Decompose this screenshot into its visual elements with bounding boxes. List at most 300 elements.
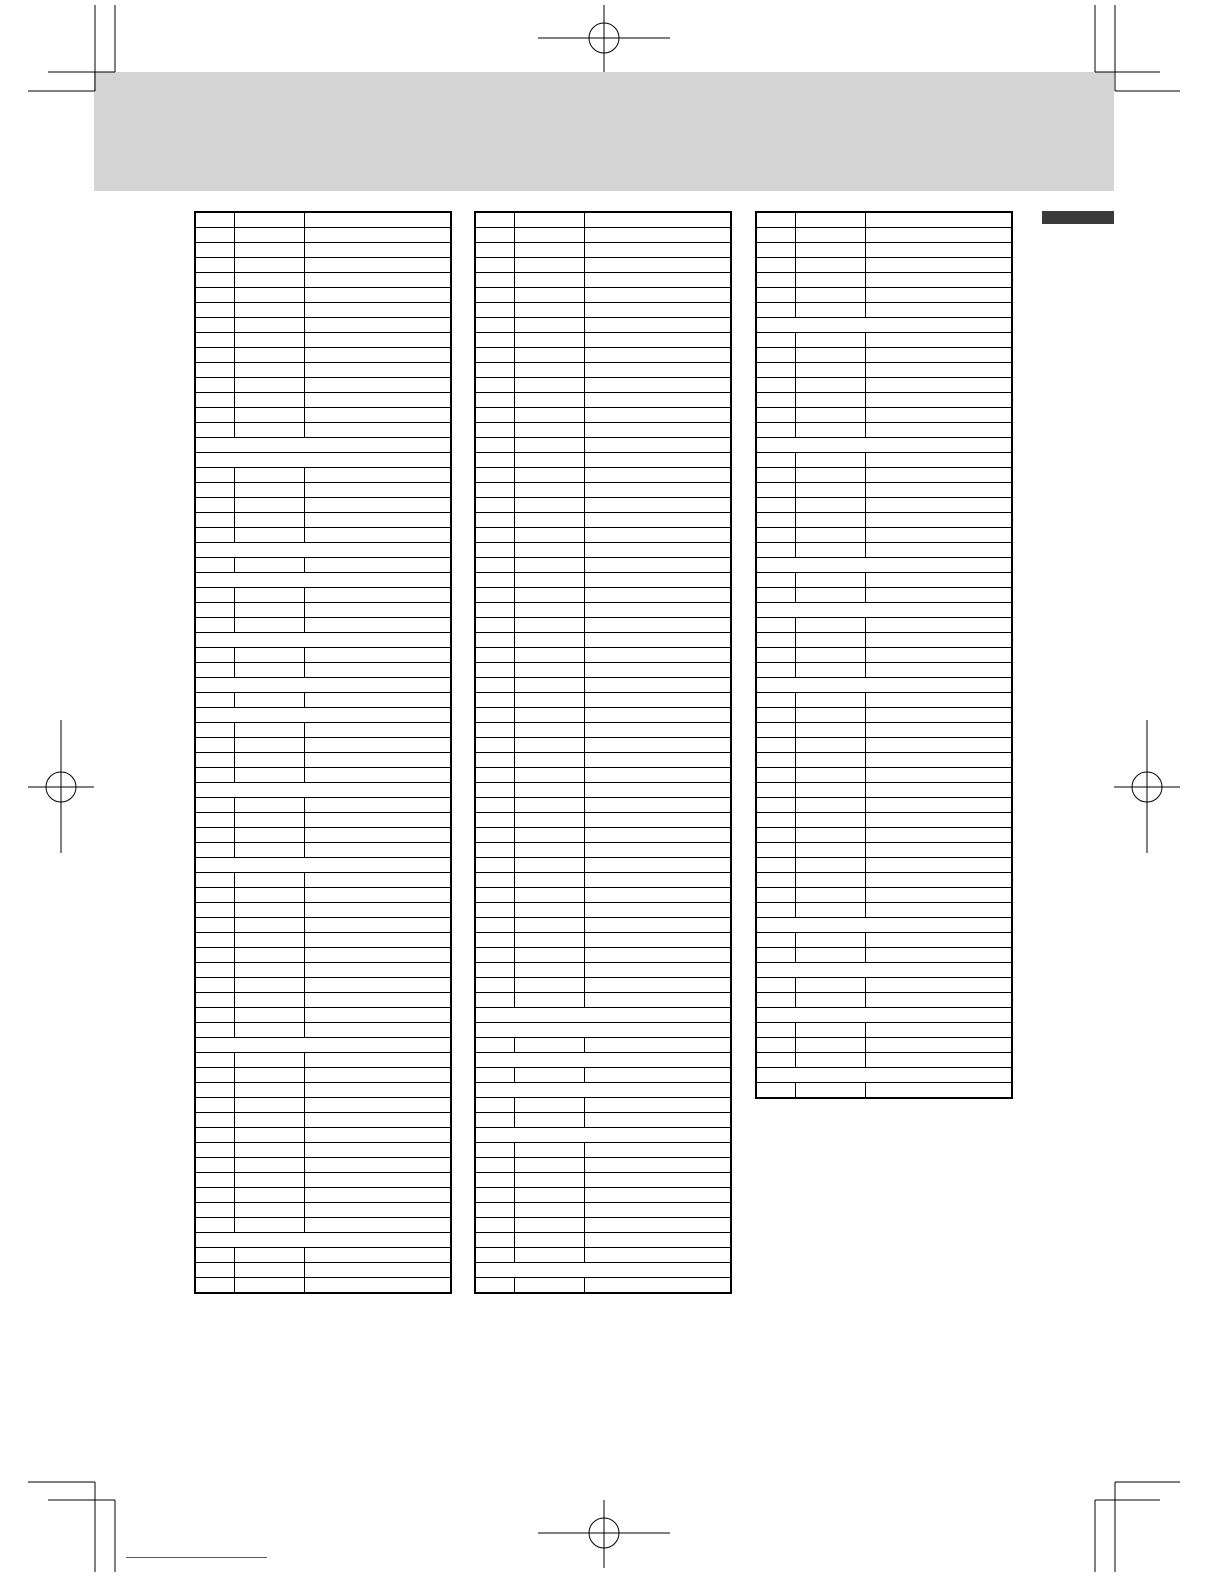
table-cell xyxy=(195,258,235,273)
table-row xyxy=(475,783,731,798)
table-cell xyxy=(305,483,452,498)
table-column-1 xyxy=(194,211,452,1294)
table-cell xyxy=(585,318,732,333)
table-cell xyxy=(475,1068,515,1083)
table-cell xyxy=(756,993,796,1008)
table-cell xyxy=(515,303,585,318)
table-cell xyxy=(235,438,305,453)
table-row xyxy=(475,228,731,243)
table-cell xyxy=(235,1128,305,1143)
table-cell xyxy=(866,212,1013,228)
table-cell xyxy=(475,618,515,633)
table-row xyxy=(756,483,1012,498)
table-cell xyxy=(866,633,1013,648)
table-cell xyxy=(515,1098,585,1113)
table-cell xyxy=(195,483,235,498)
table-cell xyxy=(756,738,796,753)
table-cell xyxy=(796,918,866,933)
table-row xyxy=(756,363,1012,378)
table-cell xyxy=(195,303,235,318)
table-cell xyxy=(475,708,515,723)
table-cell xyxy=(235,678,305,693)
table-cell xyxy=(515,423,585,438)
table-row xyxy=(195,753,451,768)
table-cell xyxy=(515,543,585,558)
table-row xyxy=(195,363,451,378)
table-cell xyxy=(195,333,235,348)
table-cell xyxy=(305,1008,452,1023)
table-cell xyxy=(585,1233,732,1248)
table-cell xyxy=(756,828,796,843)
table-cell xyxy=(515,1023,585,1038)
table-cell xyxy=(585,948,732,963)
table-cell xyxy=(585,798,732,813)
table-cell xyxy=(796,318,866,333)
table-column-3 xyxy=(755,211,1013,1099)
table-cell xyxy=(756,558,796,573)
table-cell xyxy=(305,1218,452,1233)
table-row xyxy=(195,258,451,273)
table-row xyxy=(756,903,1012,918)
table-row xyxy=(475,333,731,348)
table-row xyxy=(195,1053,451,1068)
table-cell xyxy=(475,1008,515,1023)
table-cell xyxy=(756,483,796,498)
table-cell xyxy=(305,828,452,843)
table-row xyxy=(475,888,731,903)
table-cell xyxy=(796,212,866,228)
table-section-row xyxy=(756,438,1012,453)
table-cell xyxy=(796,453,866,468)
table-row xyxy=(195,348,451,363)
table-cell xyxy=(866,348,1013,363)
table-row xyxy=(475,1218,731,1233)
table-row xyxy=(195,798,451,813)
table-cell xyxy=(515,513,585,528)
table-cell xyxy=(796,663,866,678)
table-row xyxy=(475,738,731,753)
table-row xyxy=(756,513,1012,528)
table-cell xyxy=(305,258,452,273)
table-cell xyxy=(796,963,866,978)
table-cell xyxy=(195,588,235,603)
table-cell xyxy=(195,288,235,303)
table-cell xyxy=(585,828,732,843)
table-row xyxy=(756,663,1012,678)
table-cell xyxy=(235,468,305,483)
table-cell xyxy=(235,318,305,333)
table-cell xyxy=(866,588,1013,603)
table-row xyxy=(195,603,451,618)
table-cell xyxy=(515,378,585,393)
table-cell xyxy=(796,588,866,603)
table-cell xyxy=(585,212,732,228)
table-cell xyxy=(305,543,452,558)
table-cell xyxy=(515,318,585,333)
table-cell xyxy=(475,483,515,498)
table-cell xyxy=(585,768,732,783)
table-cell xyxy=(235,1218,305,1233)
table-row xyxy=(475,318,731,333)
table-section-row xyxy=(756,1068,1012,1083)
table-cell xyxy=(866,558,1013,573)
table-row xyxy=(475,873,731,888)
table-cell xyxy=(515,768,585,783)
table-cell xyxy=(235,1083,305,1098)
table-cell xyxy=(475,678,515,693)
table-cell xyxy=(585,588,732,603)
table-cell xyxy=(515,468,585,483)
table-cell xyxy=(195,1203,235,1218)
table-cell xyxy=(305,768,452,783)
table-row xyxy=(475,468,731,483)
table-cell xyxy=(235,423,305,438)
table-cell xyxy=(866,393,1013,408)
table-row xyxy=(756,978,1012,993)
table-cell xyxy=(796,723,866,738)
table-row xyxy=(195,1128,451,1143)
table-row xyxy=(475,918,731,933)
table-cell xyxy=(866,453,1013,468)
table-cell xyxy=(305,1278,452,1294)
table-row xyxy=(195,978,451,993)
table-cell xyxy=(866,693,1013,708)
table-cell xyxy=(475,1203,515,1218)
table-cell xyxy=(796,1023,866,1038)
table-cell xyxy=(866,918,1013,933)
table-cell xyxy=(756,318,796,333)
table-cell xyxy=(195,468,235,483)
table-cell xyxy=(195,243,235,258)
table-row xyxy=(756,648,1012,663)
table-cell xyxy=(305,423,452,438)
table-cell xyxy=(195,753,235,768)
table-row xyxy=(756,273,1012,288)
table-row xyxy=(195,663,451,678)
table-cell xyxy=(475,693,515,708)
table-cell xyxy=(756,303,796,318)
table-cell xyxy=(305,528,452,543)
table-cell xyxy=(235,1023,305,1038)
table-section-row xyxy=(195,858,451,873)
table-row xyxy=(756,453,1012,468)
table-cell xyxy=(866,753,1013,768)
table-cell xyxy=(475,588,515,603)
table-cell xyxy=(515,633,585,648)
table-row xyxy=(475,903,731,918)
table-section-row xyxy=(195,708,451,723)
table-cell xyxy=(866,1083,1013,1099)
table-cell xyxy=(305,978,452,993)
table-cell xyxy=(866,483,1013,498)
table-cell xyxy=(585,933,732,948)
table-cell xyxy=(515,453,585,468)
table-row xyxy=(475,1173,731,1188)
table-row xyxy=(475,212,731,228)
table-cell xyxy=(756,288,796,303)
table-cell xyxy=(305,633,452,648)
table-cell xyxy=(235,348,305,363)
table-cell xyxy=(475,363,515,378)
table-cell xyxy=(585,1218,732,1233)
table-cell xyxy=(585,1203,732,1218)
table-cell xyxy=(305,1158,452,1173)
table-cell xyxy=(585,288,732,303)
registration-mark-top xyxy=(538,5,670,72)
table-cell xyxy=(866,423,1013,438)
table-cell xyxy=(475,333,515,348)
table-cell xyxy=(235,978,305,993)
table-cell xyxy=(866,678,1013,693)
table-row xyxy=(195,303,451,318)
table-cell xyxy=(475,1083,515,1098)
table-cell xyxy=(756,228,796,243)
table-row xyxy=(195,1188,451,1203)
table-row xyxy=(475,258,731,273)
table-cell xyxy=(585,618,732,633)
table-cell xyxy=(756,453,796,468)
table-cell xyxy=(195,423,235,438)
table-cell xyxy=(235,993,305,1008)
table-row xyxy=(475,933,731,948)
table-cell xyxy=(585,1053,732,1068)
table-row xyxy=(475,558,731,573)
table-row xyxy=(756,243,1012,258)
table-row xyxy=(475,708,731,723)
table-row xyxy=(475,1188,731,1203)
table-cell xyxy=(585,678,732,693)
table-row xyxy=(756,258,1012,273)
table-cell xyxy=(305,948,452,963)
table-cell xyxy=(305,228,452,243)
table-cell xyxy=(475,783,515,798)
table-cell xyxy=(195,1113,235,1128)
table-cell xyxy=(585,348,732,363)
table-cell xyxy=(475,438,515,453)
table-cell xyxy=(305,1023,452,1038)
table-cell xyxy=(235,903,305,918)
table-cell xyxy=(796,948,866,963)
table-row xyxy=(475,1143,731,1158)
table-row xyxy=(756,288,1012,303)
table-row xyxy=(756,543,1012,558)
table-cell xyxy=(195,903,235,918)
table-cell xyxy=(475,858,515,873)
table-cell xyxy=(756,1068,796,1083)
table-cell xyxy=(305,1248,452,1263)
table-row xyxy=(475,1278,731,1294)
table-cell xyxy=(235,212,305,228)
table-cell xyxy=(475,543,515,558)
table-cell xyxy=(796,888,866,903)
table-cell xyxy=(195,633,235,648)
table-cell xyxy=(305,318,452,333)
table-cell xyxy=(756,408,796,423)
table-row xyxy=(756,468,1012,483)
table-row xyxy=(756,693,1012,708)
table-cell xyxy=(756,648,796,663)
table-row xyxy=(195,483,451,498)
table-cell xyxy=(305,288,452,303)
table-cell xyxy=(305,303,452,318)
table-cell xyxy=(515,1113,585,1128)
table-cell xyxy=(515,1278,585,1294)
table-cell xyxy=(305,1263,452,1278)
table-row xyxy=(756,798,1012,813)
table-cell xyxy=(475,378,515,393)
table-cell xyxy=(195,438,235,453)
table-cell xyxy=(195,828,235,843)
table-row xyxy=(195,393,451,408)
table-cell xyxy=(756,678,796,693)
table-cell xyxy=(866,873,1013,888)
table-cell xyxy=(756,798,796,813)
table-row xyxy=(195,828,451,843)
table-cell xyxy=(195,873,235,888)
table-cell xyxy=(756,363,796,378)
table-cell xyxy=(866,228,1013,243)
table-cell xyxy=(515,888,585,903)
table-cell xyxy=(585,408,732,423)
table-row xyxy=(475,723,731,738)
table-row xyxy=(756,228,1012,243)
table-cell xyxy=(796,543,866,558)
table-row xyxy=(195,558,451,573)
table-cell xyxy=(866,438,1013,453)
table-cell xyxy=(866,1008,1013,1023)
table-cell xyxy=(305,603,452,618)
table-cell xyxy=(796,333,866,348)
table-cell xyxy=(585,918,732,933)
table-cell xyxy=(235,273,305,288)
table-cell xyxy=(756,783,796,798)
table-section-row xyxy=(195,543,451,558)
registration-mark-left xyxy=(28,720,94,853)
table-cell xyxy=(195,513,235,528)
table-cell xyxy=(235,663,305,678)
table-section-row xyxy=(756,318,1012,333)
table-cell xyxy=(866,738,1013,753)
table-cell xyxy=(515,243,585,258)
table-cell xyxy=(585,1068,732,1083)
table-cell xyxy=(305,738,452,753)
table-cell xyxy=(515,648,585,663)
table-cell xyxy=(866,888,1013,903)
table-cell xyxy=(305,783,452,798)
table-cell xyxy=(756,513,796,528)
table-row xyxy=(756,618,1012,633)
table-cell xyxy=(585,783,732,798)
table-row xyxy=(195,918,451,933)
table-cell xyxy=(475,453,515,468)
table-cell xyxy=(866,768,1013,783)
table-cell xyxy=(866,993,1013,1008)
table-section-row xyxy=(195,1233,451,1248)
table-column-2 xyxy=(474,211,732,1294)
table-cell xyxy=(475,903,515,918)
table-cell xyxy=(796,858,866,873)
table-cell xyxy=(195,798,235,813)
table-cell xyxy=(305,1038,452,1053)
table-row xyxy=(756,423,1012,438)
table-cell xyxy=(756,933,796,948)
table-cell xyxy=(756,243,796,258)
table-row xyxy=(475,348,731,363)
table-cell xyxy=(866,528,1013,543)
bottom-rule xyxy=(126,1557,267,1558)
table-cell xyxy=(585,438,732,453)
table-cell xyxy=(305,1173,452,1188)
table-cell xyxy=(305,588,452,603)
table-cell xyxy=(515,1083,585,1098)
table-cell xyxy=(235,588,305,603)
table-cell xyxy=(585,963,732,978)
table-cell xyxy=(585,243,732,258)
table-cell xyxy=(305,1098,452,1113)
table-row xyxy=(475,993,731,1008)
table-row xyxy=(475,693,731,708)
table-cell xyxy=(305,1068,452,1083)
table-cell xyxy=(195,813,235,828)
table-cell xyxy=(796,573,866,588)
table-row xyxy=(756,933,1012,948)
table-row xyxy=(475,753,731,768)
table-row xyxy=(195,1158,451,1173)
table-row xyxy=(475,513,731,528)
table-cell xyxy=(195,993,235,1008)
table-cell xyxy=(475,1113,515,1128)
table-cell xyxy=(515,678,585,693)
table-cell xyxy=(235,828,305,843)
table-cell xyxy=(235,498,305,513)
table-row xyxy=(195,498,451,513)
table-cell xyxy=(305,573,452,588)
table-cell xyxy=(796,228,866,243)
table-cell xyxy=(796,798,866,813)
table-cell xyxy=(475,963,515,978)
table-cell xyxy=(756,543,796,558)
table-cell xyxy=(195,453,235,468)
table-row xyxy=(475,498,731,513)
table-cell xyxy=(235,768,305,783)
table-section-row xyxy=(195,573,451,588)
table-cell xyxy=(756,723,796,738)
table-cell xyxy=(756,708,796,723)
table-cell xyxy=(305,1128,452,1143)
table-row xyxy=(195,903,451,918)
table-row xyxy=(475,453,731,468)
table-cell xyxy=(585,993,732,1008)
table-cell xyxy=(515,828,585,843)
table-row xyxy=(195,723,451,738)
table-cell xyxy=(515,1233,585,1248)
table-cell xyxy=(195,1143,235,1158)
table-cell xyxy=(475,348,515,363)
table-cell xyxy=(515,1158,585,1173)
table-cell xyxy=(796,1068,866,1083)
table-cell xyxy=(756,1008,796,1023)
table-cell xyxy=(585,663,732,678)
table-cell xyxy=(796,348,866,363)
table-row xyxy=(756,1038,1012,1053)
table-cell xyxy=(866,378,1013,393)
table-cell xyxy=(475,993,515,1008)
table-cell xyxy=(195,1008,235,1023)
table-row xyxy=(475,393,731,408)
table-row xyxy=(195,813,451,828)
table-row xyxy=(475,408,731,423)
table-section-row xyxy=(195,678,451,693)
